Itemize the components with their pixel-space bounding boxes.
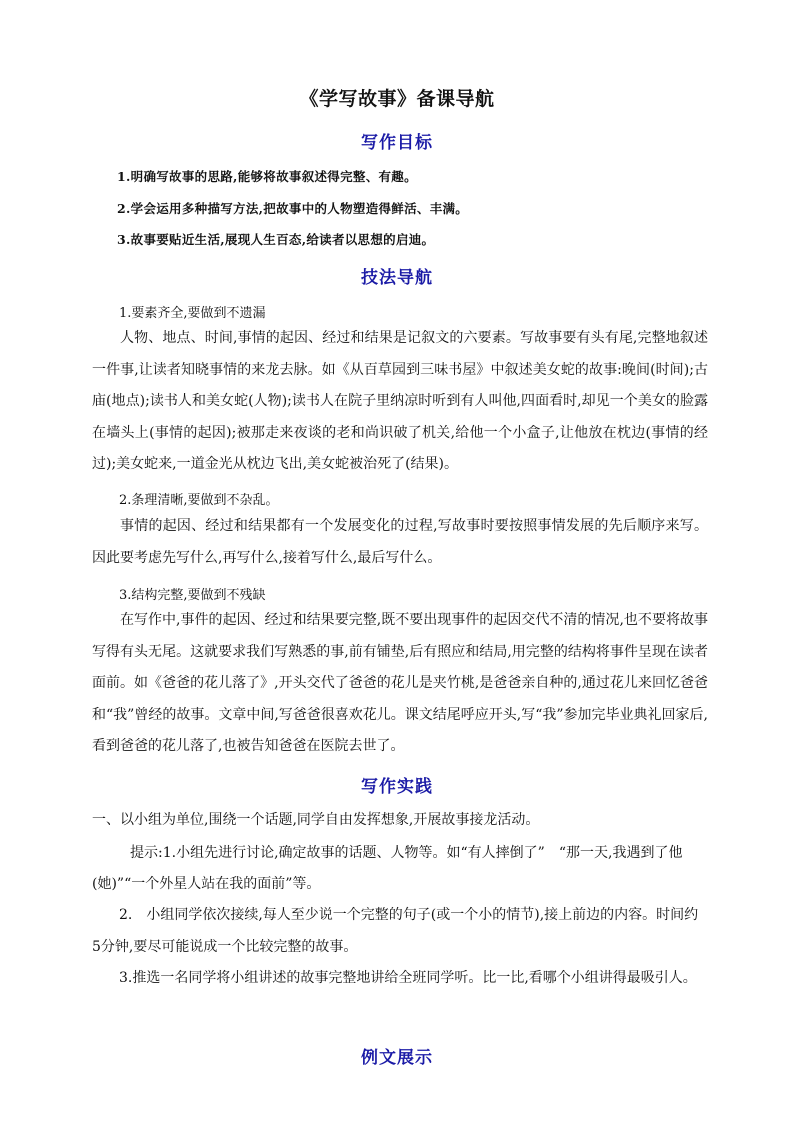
section-heading-methods: 技法导航 (361, 268, 433, 288)
method-3-title: 3.结构完整,要做到不残缺 (119, 588, 266, 603)
practice-tip-line-2: (她)”“一个外星人站在我的面前”等。 (92, 876, 321, 892)
method-3-paragraph: 在写作中,事件的起因、经过和结果要完整,既不要出现事件的起因交代不清的情况,也不要将故事写得有头无尾。这就要求我们写熟悉的事,前有铺垫,后有照应和结局,用完整的结构将事件呈现在读者面前。如《爸爸的花儿落了》,开头交代了爸爸的花儿是夹竹桃,是爸爸亲自种的,通过花儿来回忆爸爸和“我”曾经的故事。文章中间,写爸爸很喜欢花儿。课文结尾呼应开头,写“我”参加完毕业典礼回家后,看到爸爸的花儿落了,也被告知爸爸在医院去世了。 (92, 612, 708, 755)
practice-step-2-line-1: 2. 小组同学依次接续,每人至少说一个完整的句子(或一个小的情节),接上前边的内容。时间约 (119, 907, 699, 923)
practice-step-3: 3.推选一名同学将小组讲述的故事完整地讲给全班同学听。比一比,看哪个小组讲得最吸引人。 (119, 970, 697, 986)
section-heading-example: 例文展示 (361, 1048, 433, 1068)
goal-item-3: 3.故事要贴近生活,展现人生百态,给读者以思想的启迪。 (117, 232, 435, 247)
method-1-paragraph: 人物、地点、时间,事情的起因、经过和结果是记叙文的六要素。写故事要有头有尾,完整地叙述一件事,让读者知晓事情的来龙去脉。如《从百草园到三味书屋》中叙述美女蛇的故事:晚间(时间);古庙(地点);读书人和美女蛇(人物);读书人在院子里纳凉时听到有人叫他,四面看时,却见一个美女的脸露在墙头上(事情的起因);被那走来夜谈的老和尚识破了机关,给他一个小盒子,让他放在枕边(事情的经过);美女蛇来,一道金光从枕边飞出,美女蛇被治死了(结果)。 (92, 330, 708, 473)
method-2-title: 2.条理清晰,要做到不杂乱。 (119, 493, 279, 508)
document-title: 《学写故事》备课导航 (299, 88, 495, 110)
method-1-title: 1.要素齐全,要做到不遗漏 (119, 306, 266, 321)
practice-tip-line-1: 提示:1.小组先进行讨论,确定故事的话题、人物等。如“有人摔倒了” “那一天,我遇到了他 (130, 845, 683, 861)
section-heading-goals: 写作目标 (361, 133, 433, 153)
practice-step-2-line-2: 5分钟,要尽可能说成一个比较完整的故事。 (92, 939, 358, 955)
goal-item-1: 1.明确写故事的思路,能够将故事叙述得完整、有趣。 (117, 169, 417, 184)
section-heading-practice: 写作实践 (361, 777, 433, 797)
method-2-paragraph: 事情的起因、经过和结果都有一个发展变化的过程,写故事时要按照事情发展的先后顺序来写。因此要考虑先写什么,再写什么,接着写什么,最后写什么。 (92, 518, 708, 566)
practice-intro: 一、以小组为单位,围绕一个话题,同学自由发挥想象,开展故事接龙活动。 (92, 812, 540, 828)
goal-item-2: 2.学会运用多种描写方法,把故事中的人物塑造得鲜活、丰满。 (117, 201, 469, 216)
